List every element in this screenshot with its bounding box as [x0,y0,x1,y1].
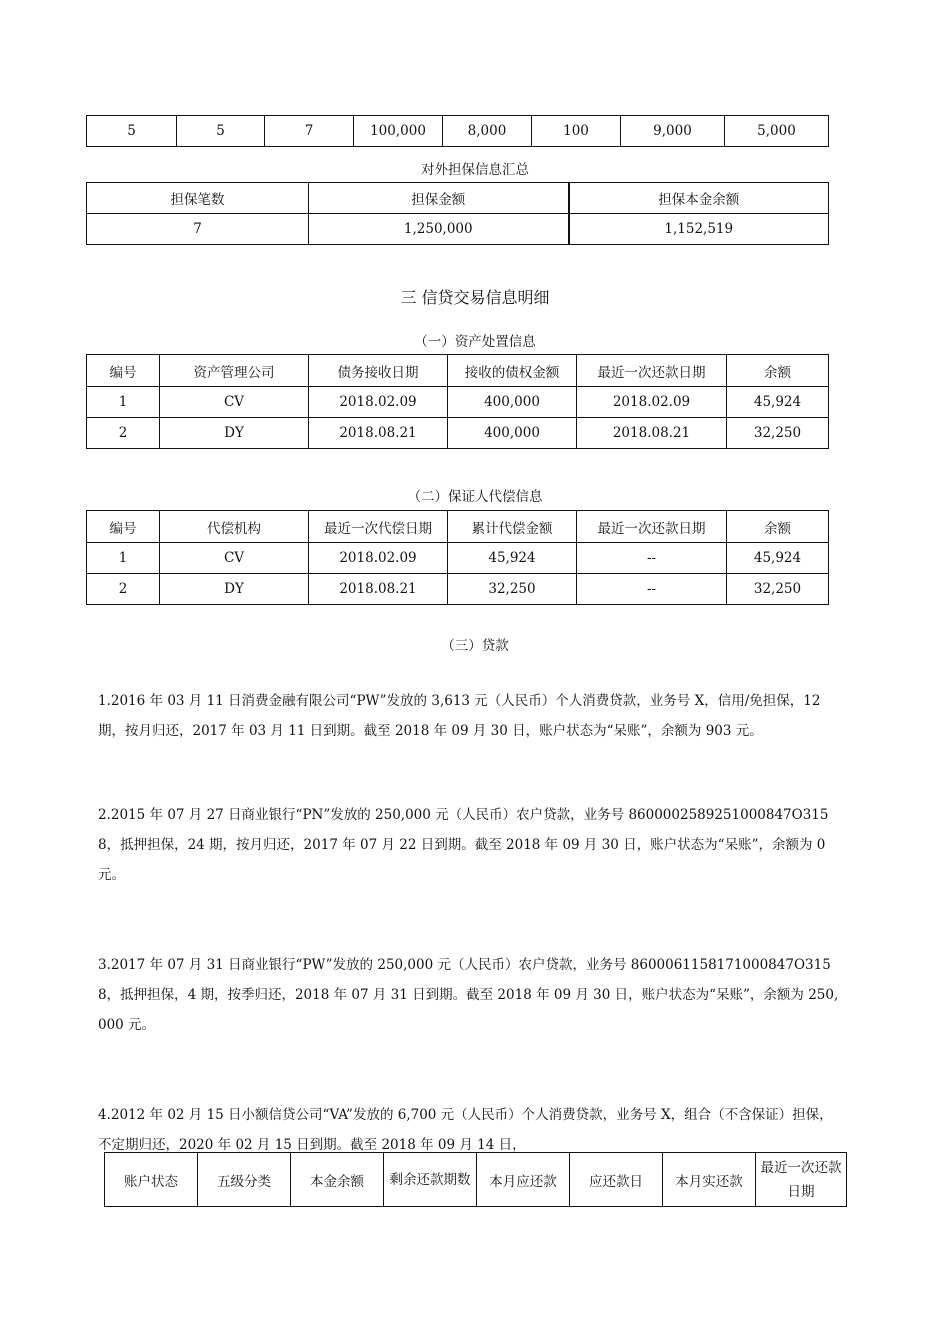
header-cell: 余额 [727,511,829,543]
table-cell: 5 [87,116,177,147]
loan-item-2: 2.2015 年 07 月 27 日商业银行“PN”发放的 250,000 元（人民币）农户贷款，业务号 8600002589251000847O3158，抵押担保，24 期，按月归还，2017 年 07 月 22 日到期。截至 2018 年 09 月 30 日，账户状态为“呆账”，余额为 0 元。 [98,807,829,883]
header-cell: 最近一次还款日期 [756,1153,847,1207]
guarantor-comp-table [86,510,829,605]
table-cell: 100 [532,116,621,147]
table-cell: 1,152,519 [569,214,829,245]
header-cell: 账户状态 [105,1153,198,1207]
header-cell: 本月应还款 [477,1153,570,1207]
table-row [87,387,829,418]
table-cell: 2 [87,574,160,605]
loan-item-1: 1.2016 年 03 月 11 日消费金融有限公司“PW”发放的 3,613 元（人民币）个人消费贷款，业务号 X，信用/免担保，12 期，按月归还，2017 年 03 月 11 日到期。截至 2018 年 09 月 30 日，账户状态为“呆账”，余额为 903 元。 [98,693,821,739]
header-cell: 五级分类 [198,1153,291,1207]
table-cell: 1 [87,543,160,574]
table-cell: 32,250 [727,574,829,605]
header-cell: 编号 [87,355,160,387]
section-title: 三 信贷交易信息明细 [400,288,550,307]
table-cell: -- [577,543,727,574]
table-cell: 1 [87,387,160,418]
header-cell: 最近一次代偿日期 [309,511,448,543]
table-cell: 45,924 [727,387,829,418]
table-cell: 9,000 [621,116,725,147]
table-cell: DY [160,574,309,605]
table-cell: 7 [265,116,354,147]
header-cell: 担保笔数 [87,183,309,214]
header-cell: 担保本金余额 [569,183,829,214]
table-cell: -- [577,574,727,605]
loans-caption: （三）贷款 [441,638,509,654]
asset-disposal-caption: （一）资产处置信息 [414,334,536,350]
table-cell: 1,250,000 [309,214,569,245]
table-cell: 100,000 [354,116,443,147]
header-cell: 最近一次还款日期 [577,511,727,543]
table-cell: DY [160,418,309,449]
table-cell: 5 [177,116,265,147]
header-cell: 编号 [87,511,160,543]
header-cell: 应还款日 [570,1153,663,1207]
table-cell: 2018.08.21 [309,418,448,449]
guarantee-summary-table [86,182,829,245]
table-cell: 2018.08.21 [577,418,727,449]
top-table [86,115,829,147]
loan4-status-table [104,1152,847,1207]
asset-disposal-table [86,354,829,449]
table-row [87,574,829,605]
header-cell: 担保金额 [309,183,569,214]
table-cell: 7 [87,214,309,245]
header-cell: 债务接收日期 [309,355,448,387]
table-cell: 2 [87,418,160,449]
header-cell: 接收的债权金额 [448,355,577,387]
table-cell: 400,000 [448,418,577,449]
header-cell: 剩余还款期数 [384,1153,477,1207]
header-cell: 本金余额 [291,1153,384,1207]
table-cell: 32,250 [727,418,829,449]
table-cell: 2018.02.09 [309,543,448,574]
header-cell: 累计代偿金额 [448,511,577,543]
header-cell: 余额 [727,355,829,387]
table-cell: 5,000 [725,116,829,147]
loan-item-4: 4.2012 年 02 月 15 日小额信贷公司“VA”发放的 6,700 元（人民币）个人消费贷款，业务号 X，组合（不含保证）担保，不定期归还，2020 年 02 月 15 日到期。截至 2018 年 09 月 14 日， [98,1107,833,1153]
table-cell: 32,250 [448,574,577,605]
header-cell: 资产管理公司 [160,355,309,387]
guarantor-comp-caption: （二）保证人代偿信息 [407,489,543,505]
table-cell: CV [160,543,309,574]
guarantee-summary-caption: 对外担保信息汇总 [421,162,529,178]
table-row [87,543,829,574]
table-cell: 45,924 [448,543,577,574]
table-cell: 8,000 [443,116,532,147]
table-cell: CV [160,387,309,418]
header-cell: 最近一次还款日期 [577,355,727,387]
table-cell: 45,924 [727,543,829,574]
table-cell: 2018.02.09 [577,387,727,418]
table-cell: 400,000 [448,387,577,418]
table-cell: 2018.08.21 [309,574,448,605]
table-row [87,418,829,449]
header-cell: 代偿机构 [160,511,309,543]
table-cell: 2018.02.09 [309,387,448,418]
header-cell: 本月实还款 [663,1153,756,1207]
loan-item-3: 3.2017 年 07 月 31 日商业银行“PW”发放的 250,000 元（人民币）农户贷款，业务号 8600061158171000847O3158，抵押担保，4 期，按季归还，2018 年 07 月 31 日到期。截至 2018 年 09 月 30 日，账户状态为“呆账”，余额为 250,000 元。 [98,957,839,1033]
